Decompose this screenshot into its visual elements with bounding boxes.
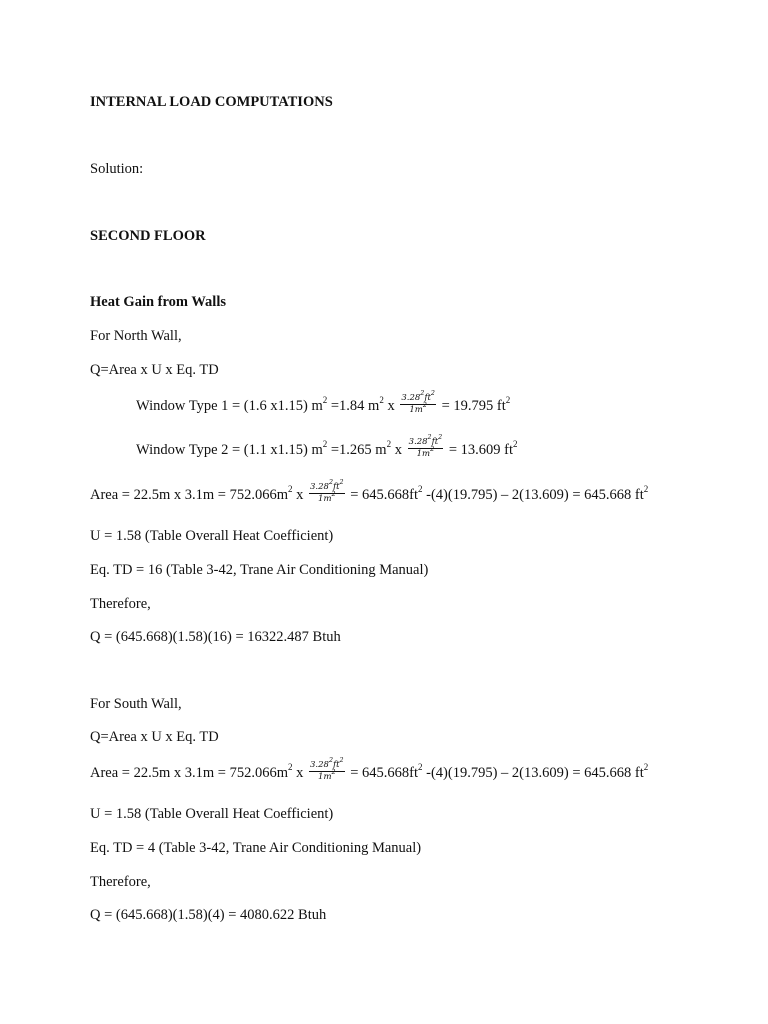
fraction-den-exp: 2 [430,445,435,454]
superscript: 2 [322,395,328,405]
north-wall-heading: For North Wall, [90,328,182,344]
fraction-num-exp: 2 [427,432,432,441]
north-wall-eq-td: Eq. TD = 16 (Table 3-42, Trane Air Conditioning Manual) [90,562,429,578]
fraction-num-unit-exp: 2 [430,388,435,397]
south-wall-therefore: Therefore, [90,874,151,890]
fraction-num-exp: 2 [328,477,333,486]
fraction-numerator [400,388,436,405]
fraction-numerator [309,755,345,772]
south-wall-u-value: U = 1.58 (Table Overall Heat Coefficient) [90,806,334,822]
fraction-den-unit: 1m [318,772,332,783]
conversion-fraction [400,388,436,416]
fraction-den-unit: 1m [409,405,423,416]
window-type-2-result: = 13.609 ft [445,442,513,459]
conversion-fraction [309,755,345,783]
fraction-den-exp: 2 [331,768,336,777]
superscript: 2 [322,439,328,449]
south-wall-formula: Q=Area x U x Eq. TD [90,729,219,745]
fraction-denominator [309,490,345,505]
area-result-a: = 645.668ft [346,765,419,782]
document-title: INTERNAL LOAD COMPUTATIONS [90,94,333,110]
fraction-num-base: 3.28 [310,482,329,492]
fraction-num-base: 3.28 [408,437,428,447]
area-result-b: -(4)(19.795) – 2(13.609) = 645.668 ft [422,765,644,782]
fraction-num-unit: ft [424,393,431,403]
fraction-num-unit: ft [431,437,439,447]
fraction-denominator [400,401,436,416]
fraction-num-unit-exp: 2 [339,477,344,486]
window-type-2-line [136,432,518,462]
superscript: 2 [643,484,649,494]
fraction-num-unit: ft [332,760,340,770]
fraction-den-exp: 2 [422,401,427,410]
fraction-denominator [309,768,345,783]
superscript: 2 [505,395,511,405]
times-sign: x [383,398,399,415]
section-heading: Heat Gain from Walls [90,294,227,310]
conversion-fraction [309,477,345,505]
times-sign: x [292,765,307,782]
superscript: 2 [288,762,293,772]
north-wall-q-result: Q = (645.668)(1.58)(16) = 16322.487 Btuh [90,629,341,645]
times-sign: x [391,442,406,459]
area-result-b: -(4)(19.795) – 2(13.609) = 645.668 ft [422,487,644,504]
south-wall-q-result: Q = (645.668)(1.58)(4) = 4080.622 Btuh [90,907,327,923]
fraction-num-base: 3.28 [401,393,421,403]
north-wall-formula: Q=Area x U x Eq. TD [90,362,219,378]
fraction-num-base: 3.28 [310,760,329,770]
area-result-a: = 645.668ft [346,487,419,504]
fraction-numerator [408,432,444,449]
superscript: 2 [288,484,293,494]
window-type-2-prefix: Window Type 2 = (1.1 x1.15) m [136,442,323,459]
south-wall-eq-td: Eq. TD = 4 (Table 3-42, Trane Air Conditioning Manual) [90,840,422,856]
conversion-fraction [408,432,444,460]
fraction-num-unit: ft [332,482,340,492]
south-wall-area-line [90,755,649,785]
fraction-den-unit: 1m [416,449,431,460]
window-type-1-line [136,388,511,418]
area-prefix: Area = 22.5m x 3.1m = 752.066m [90,765,288,782]
north-wall-therefore: Therefore, [90,596,151,612]
fraction-num-unit-exp: 2 [438,432,443,441]
superscript: 2 [418,762,423,772]
window-type-2-middle: =1.265 m [327,442,387,459]
superscript: 2 [379,395,384,405]
window-type-1-result: = 19.795 ft [437,398,506,415]
fraction-den-exp: 2 [331,490,336,499]
solution-label: Solution: [90,161,144,177]
north-wall-area-line [90,477,649,507]
south-wall-heading: For South Wall, [90,696,182,712]
superscript: 2 [418,484,423,494]
window-type-1-prefix: Window Type 1 = (1.6 x1.15) m [136,398,323,415]
north-wall-u-value: U = 1.58 (Table Overall Heat Coefficient) [90,528,334,544]
fraction-num-exp: 2 [328,755,333,764]
times-sign: x [292,487,307,504]
superscript: 2 [386,439,392,449]
superscript: 2 [512,439,518,449]
floor-heading: SECOND FLOOR [90,228,206,244]
superscript: 2 [643,762,649,772]
fraction-denominator [408,445,444,460]
fraction-den-unit: 1m [318,494,332,505]
area-prefix: Area = 22.5m x 3.1m = 752.066m [90,487,288,504]
fraction-num-unit-exp: 2 [339,755,344,764]
fraction-num-exp: 2 [420,388,425,397]
fraction-numerator [309,477,345,494]
window-type-1-middle: =1.84 m [327,398,380,415]
